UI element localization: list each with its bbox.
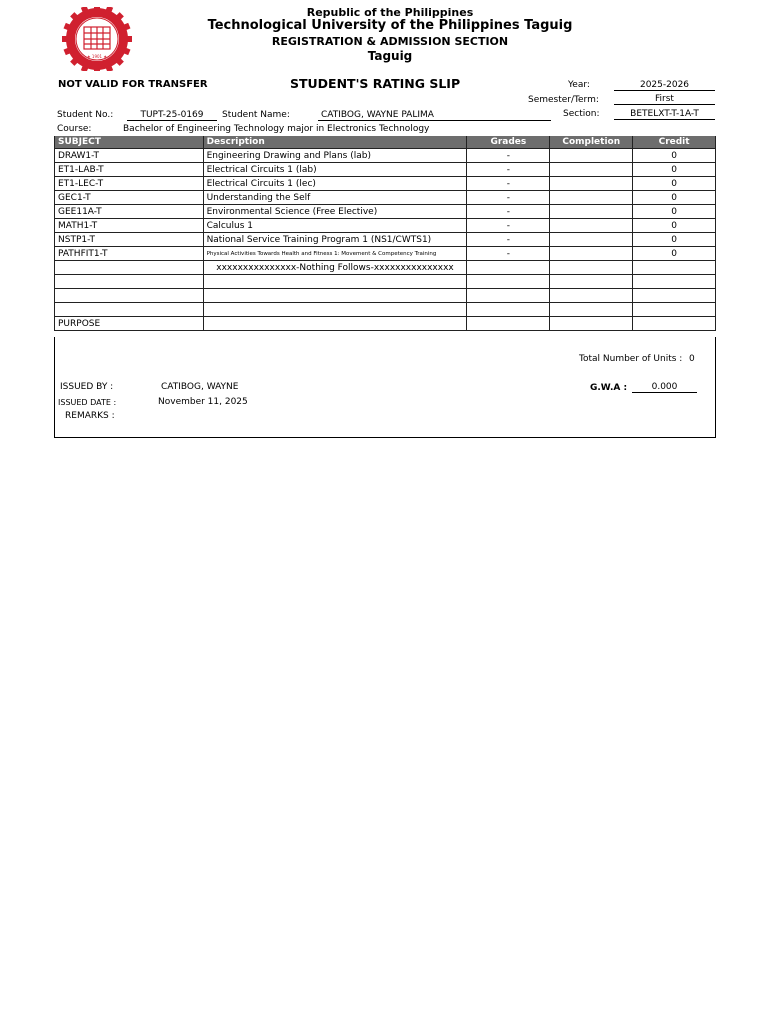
purpose-value	[203, 317, 467, 331]
empty-cell	[633, 303, 716, 317]
student-name-value: CATIBOG, WAYNE PALIMA	[318, 110, 551, 121]
empty-cell	[633, 317, 716, 331]
col-header-grades: Grades	[467, 136, 550, 149]
subject-code: NSTP1-T	[55, 233, 204, 247]
subject-credit: 0	[633, 163, 716, 177]
empty-cell	[203, 303, 467, 317]
empty-cell	[467, 261, 550, 275]
semester-label: Semester/Term:	[528, 95, 599, 105]
year-label: Year:	[568, 80, 590, 90]
remarks-label: REMARKS :	[65, 411, 115, 421]
subject-grade: -	[467, 233, 550, 247]
subject-description: Electrical Circuits 1 (lec)	[203, 177, 467, 191]
subject-credit: 0	[633, 233, 716, 247]
issued-date-label: ISSUED DATE :	[58, 398, 117, 407]
subject-code: GEE11A-T	[55, 205, 204, 219]
empty-cell	[467, 303, 550, 317]
empty-cell	[467, 289, 550, 303]
empty-cell	[55, 289, 204, 303]
issued-by-value: CATIBOG, WAYNE	[161, 382, 239, 392]
col-header-description: Description	[203, 136, 467, 149]
university-seal-logo	[56, 7, 138, 71]
section-value: BETELXT-T-1A-T	[614, 109, 715, 120]
subject-grade: -	[467, 177, 550, 191]
subject-credit: 0	[633, 149, 716, 163]
document-title: STUDENT'S RATING SLIP	[290, 76, 461, 91]
empty-cell	[633, 289, 716, 303]
subject-credit: 0	[633, 191, 716, 205]
total-units-value: 0	[689, 354, 695, 364]
subject-completion	[550, 177, 633, 191]
table-row	[55, 191, 716, 205]
subject-credit: 0	[633, 219, 716, 233]
col-header-completion: Completion	[550, 136, 633, 149]
subject-completion	[550, 191, 633, 205]
nothing-follows-marker: xxxxxxxxxxxxxxx-Nothing Follows-xxxxxxxxxxxxxxx	[203, 261, 467, 275]
gwa-label: G.W.A :	[590, 383, 628, 393]
subject-completion	[550, 163, 633, 177]
empty-cell	[55, 275, 204, 289]
university-name: Technological University of the Philippines Taguig	[207, 18, 573, 33]
subject-description: Environmental Science (Free Elective)	[203, 205, 467, 219]
student-no-value: TUPT-25-0169	[127, 110, 217, 121]
campus-name: Taguig	[367, 49, 413, 63]
course-value: Bachelor of Engineering Technology major in Electronics Technology	[123, 124, 430, 134]
student-no-label: Student No.:	[57, 110, 114, 120]
empty-cell	[203, 289, 467, 303]
empty-cell	[55, 261, 204, 275]
svg-text:★ 1901 ★: ★ 1901 ★	[87, 54, 107, 59]
total-units-label: Total Number of Units :	[579, 354, 683, 364]
table-row	[55, 275, 716, 289]
subject-completion	[550, 247, 633, 261]
empty-cell	[55, 303, 204, 317]
subject-completion	[550, 219, 633, 233]
student-name-label: Student Name:	[222, 110, 290, 120]
table-row	[55, 261, 716, 275]
semester-value: First	[614, 94, 715, 105]
subject-code: ET1-LAB-T	[55, 163, 204, 177]
section-label: Section:	[563, 109, 600, 119]
subject-description: Calculus 1	[203, 219, 467, 233]
subject-code: GEC1-T	[55, 191, 204, 205]
empty-cell	[550, 289, 633, 303]
col-header-subject: SUBJECT	[55, 136, 204, 149]
empty-cell	[550, 275, 633, 289]
subject-description: Physical Activities Towards Health and Fitness 1: Movement & Competency Training	[203, 247, 467, 261]
subject-grade: -	[467, 163, 550, 177]
subject-grade: -	[467, 247, 550, 261]
empty-cell	[633, 275, 716, 289]
year-value: 2025-2026	[614, 80, 715, 91]
table-row	[55, 247, 716, 261]
empty-cell	[203, 275, 467, 289]
subject-completion	[550, 205, 633, 219]
subject-credit: 0	[633, 177, 716, 191]
table-row	[55, 317, 716, 331]
subject-code: ET1-LEC-T	[55, 177, 204, 191]
table-row	[55, 289, 716, 303]
issued-by-label: ISSUED BY :	[60, 382, 114, 392]
empty-cell	[550, 261, 633, 275]
subject-grade: -	[467, 191, 550, 205]
subject-description: Engineering Drawing and Plans (lab)	[203, 149, 467, 163]
subject-grade: -	[467, 219, 550, 233]
subject-completion	[550, 149, 633, 163]
issued-date-value: November 11, 2025	[158, 397, 248, 407]
subject-credit: 0	[633, 247, 716, 261]
empty-cell	[467, 317, 550, 331]
subject-description: Electrical Circuits 1 (lab)	[203, 163, 467, 177]
table-row	[55, 219, 716, 233]
table-row	[55, 177, 716, 191]
empty-cell	[550, 317, 633, 331]
table-row	[55, 303, 716, 317]
subject-credit: 0	[633, 205, 716, 219]
table-header-row	[55, 136, 716, 149]
table-row	[55, 205, 716, 219]
purpose-label: PURPOSE	[55, 317, 204, 331]
subject-description: National Service Training Program 1 (NS1/CWTS1)	[203, 233, 467, 247]
not-valid-notice: NOT VALID FOR TRANSFER	[58, 79, 208, 90]
subject-code: DRAW1-T	[55, 149, 204, 163]
empty-cell	[467, 275, 550, 289]
table-row	[55, 233, 716, 247]
empty-cell	[550, 303, 633, 317]
grades-table	[54, 136, 716, 331]
empty-cell	[633, 261, 716, 275]
republic-line: Republic of the Philippines	[306, 6, 474, 19]
col-header-credit: Credit	[633, 136, 716, 149]
gwa-value: 0.000	[632, 382, 697, 393]
office-name: REGISTRATION & ADMISSION SECTION	[271, 35, 509, 48]
subject-completion	[550, 233, 633, 247]
subject-grade: -	[467, 149, 550, 163]
subject-grade: -	[467, 205, 550, 219]
course-label: Course:	[57, 124, 92, 134]
table-row	[55, 163, 716, 177]
subject-description: Understanding the Self	[203, 191, 467, 205]
subject-code: MATH1-T	[55, 219, 204, 233]
table-row	[55, 149, 716, 163]
subject-code: PATHFIT1-T	[55, 247, 204, 261]
